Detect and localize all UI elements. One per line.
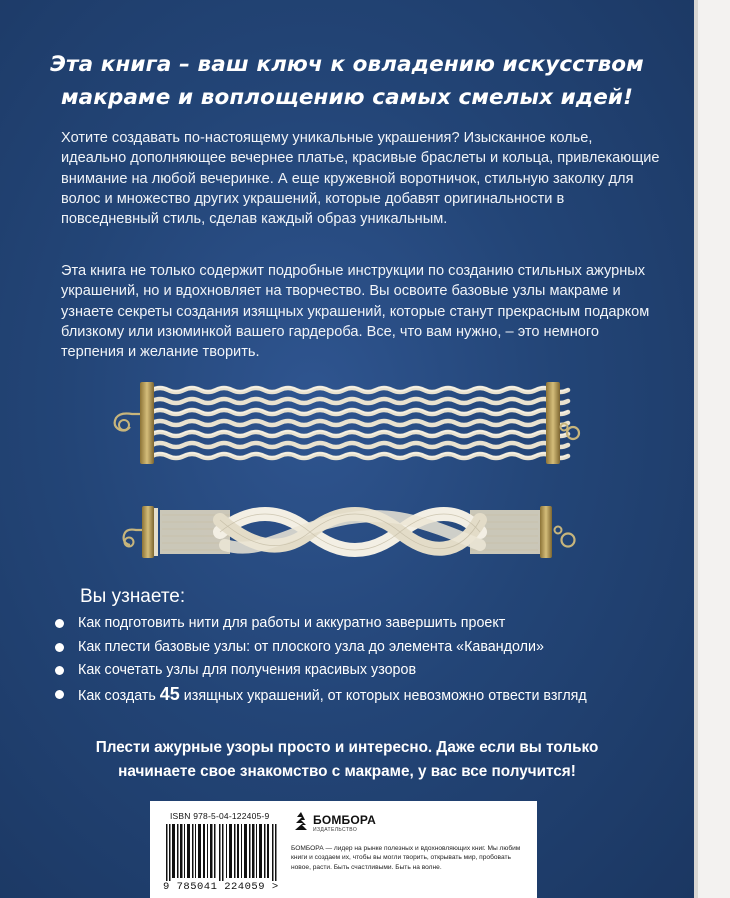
bracelet-braided [124,506,575,558]
list-item [55,636,587,660]
publisher-name: БОМБОРА [313,813,376,827]
learn-heading: Вы узнаете: [80,586,186,607]
bullet-icon [55,666,64,675]
braided-left-clasp [142,506,154,558]
barcode-digits: 9 785041 224059 > [163,881,279,893]
headline [30,48,664,114]
headline-line-1: Эта книга – ваш ключ к овладению искусством [50,52,644,77]
bracelets-illustration [100,370,600,570]
list-item-suffix: изящных украшений, от которых невозможно отвести взгляд [179,687,587,704]
list-item-prefix: Как создать [78,687,160,704]
list-item [55,612,587,636]
bullet-icon [55,690,64,699]
list-item [55,659,587,683]
barcode-panel [150,801,537,898]
bombora-logo-icon [293,811,309,833]
list-item [55,683,587,707]
barcode-icon [166,824,278,884]
right-clasp-bar [546,382,560,464]
spine-edge [694,0,698,898]
list-item-text: Как плести базовые узлы: от плоского узла до элемента «Кавандоли» [78,638,544,655]
isbn-number: ISBN 978-5-04-122405-9 [170,811,270,821]
bullet-icon [55,643,64,652]
projects-count: 45 [159,683,180,704]
closing-statement [40,736,654,784]
list-item-text: Как подготовить нити для работы и аккуратно завершить проект [78,615,506,631]
intro-paragraph-1: Хотите создавать по-настоящему уникальные украшения? Изысканное колье, идеально дополняющее вечернее платье, красивые браслеты и кольца, привлекающие внимание на любой вечеринке. А еще кружевной воротничок, стильную заколку для волос и множество других украшений, которые добавят оригинальности в повседневный стиль, сделав каждый образ уникальным. [61,130,660,228]
braided-right-clasp [540,506,552,558]
intro-paragraph-2: Эта книга не только содержит подробные инструкции по созданию стильных ажурных украшений, но и вдохновляет на творчество. Вы освоите базовые узлы макраме и узнаете секреты создания изящных украшений, которые станут прекрасным подарком близкому или изюминкой вашего гардероба. Все, что вам нужно, – это немного терпения и желание творить. [61,263,650,361]
bracelet-multi-strand [115,382,579,464]
closing-line-1: Плести ажурные узоры просто и интересно. Даже если вы только [95,739,599,756]
left-clasp-bar [140,382,154,464]
closing-line-2: начинаете свое знакомство с макраме, у вас все получится! [118,763,576,780]
headline-line-2: макраме и воплощению самых смелых идей! [60,85,633,110]
learn-list [55,612,587,706]
list-item-text: Как сочетать узлы для получения красивых узоров [78,662,417,678]
publisher-description: БОМБОРА — лидер на рынке полезных и вдохновляющих книг. Мы любим книги и создаем их, чтобы вы могли творить, открывать мир, пробовать новое, расти. Быть счастливыми. Быть на волне. [291,845,521,871]
bracelets-photo [100,370,600,570]
publisher-subtitle: ИЗДАТЕЛЬСТВО [313,827,358,833]
bullet-icon [55,619,64,628]
